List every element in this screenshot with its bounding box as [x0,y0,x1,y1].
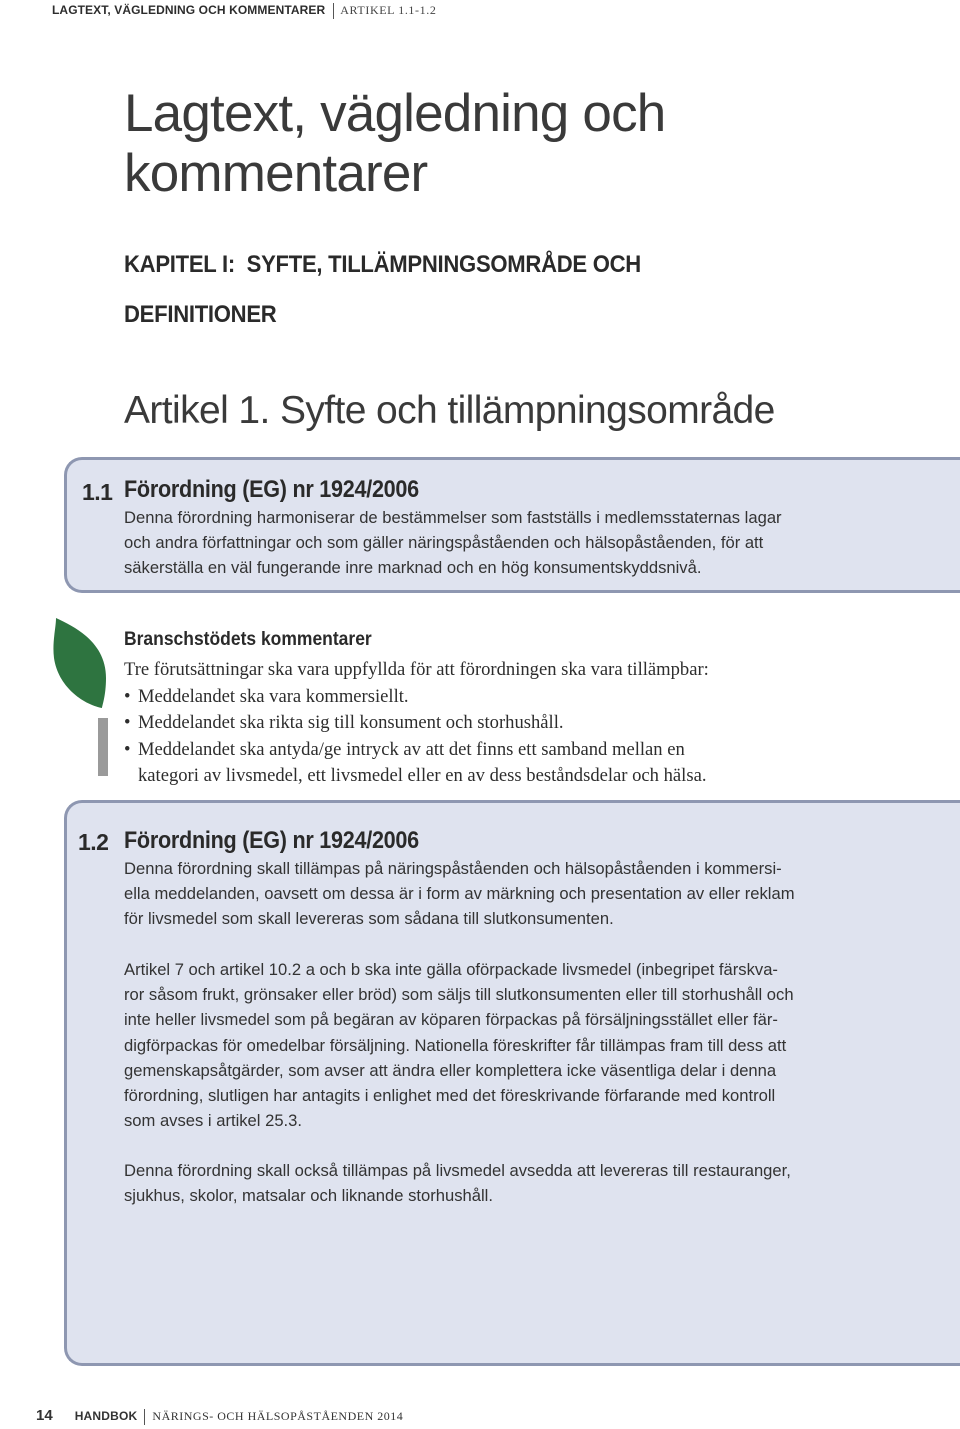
section-2-paragraph-3 [124,1158,791,1208]
section-1-heading: Förordning (EG) nr 1924/2006 [124,476,419,503]
comment-body [124,657,709,790]
text-line: för livsmedel som skall levereras som sådana till slutkonsumenten. [124,909,614,929]
section-2-number: 1.2 [78,829,109,855]
leaf-icon [48,616,112,712]
page-number: 14 [36,1407,53,1424]
section-1-text [124,505,782,581]
article-reference: ARTIKEL 1.1-1.2 [340,3,437,17]
comment-intro: Tre förutsättningar ska vara uppfyllda för att förordningen ska vara tillämpbar: [124,659,709,680]
running-header [52,0,436,20]
text-line: och andra författningar och som gäller näringspåståenden och hälsopåståenden, för att [124,533,764,553]
running-title: LAGTEXT, VÄGLEDNING OCH KOMMENTARER [52,3,326,17]
bullet-text: • Meddelandet ska antyda/ge intryck av att det finns ett samband mellan en [138,738,685,760]
comment-heading: Branschstödets kommentarer [124,629,372,650]
page-title-line-2: kommentarer [124,144,428,203]
bullet-text: • Meddelandet ska rikta sig till konsument och storhushåll. [138,712,564,733]
page-title-line-1: Lagtext, vägledning och [124,84,666,143]
text-line: inte heller livsmedel som på begäran av köparen förpackas på försäljningsstället eller fär- [124,1010,778,1030]
list-item [124,710,709,737]
text-line: Denna förordning skall också tillämpas på livsmedel avsedda att levereras till restauranger, [124,1161,791,1180]
comment-bullet-list [124,684,709,790]
header-divider [333,3,334,19]
bullet-text: kategori av livsmedel, ett livsmedel eller en av dess beståndsdelar och hälsa. [138,765,707,786]
chapter-title [124,240,768,340]
text-line: Denna förordning skall tillämpas på näringspåståenden och hälsopåståenden i kommersi- [124,859,782,878]
bullet-text: • Meddelandet ska vara kommersiellt. [138,685,409,707]
chapter-title-line-2: DEFINITIONER [124,301,277,328]
text-line: Denna förordning harmoniserar de bestämmelser som fastställs i medlemsstaternas lagar [124,508,782,527]
page-title [124,84,904,204]
text-line: säkerställa en väl fungerande inre marknad och en hög konsumentskyddsnivå. [124,558,702,578]
text-line: Artikel 7 och artikel 10.2 a och b ska inte gälla oförpackade livsmedel (inbegripet färskva- [124,960,778,979]
section-2-paragraph-1 [124,856,795,932]
list-item [124,737,709,790]
list-item [124,684,709,711]
footer-divider [144,1409,145,1425]
article-title: Artikel 1. Syfte och tillämpningsområde [124,389,775,432]
text-line: ror såsom frukt, grönsaker eller bröd) som säljs till slutkonsumenten eller till storhushåll och [124,985,794,1005]
leaf-stem-bar [98,718,108,776]
text-line: förordning, slutligen har antagits i enlighet med det föreskrivande förfarande med kontroll [124,1086,776,1106]
text-line: sjukhus, skolor, matsalar och liknande storhushåll. [124,1186,493,1206]
section-1-number: 1.1 [82,479,113,505]
text-line: gemenskapsåtgärder, som avser att ändra eller komplettera icke väsentliga delar i denna [124,1060,777,1080]
footer-subtitle: NÄRINGS- OCH HÄLSOPÅSTÅENDEN 2014 [152,1409,404,1423]
footer-handbook: HANDBOK [74,1409,138,1423]
text-line: som avses i artikel 25.3. [124,1111,302,1131]
section-2-paragraph-2 [124,957,794,1133]
page-footer [36,1403,403,1429]
text-line: digförpackas för omedelbar försäljning. Nationella föreskrifter får tillämpas fram till dess att [124,1035,787,1055]
chapter-title-line-1: KAPITEL I: SYFTE, TILLÄMPNINGSOMRÅDE OCH [124,251,641,278]
text-line: ella meddelanden, oavsett om dessa är i form av märkning och presentation av eller reklam [124,884,795,904]
section-2-heading: Förordning (EG) nr 1924/2006 [124,827,419,854]
